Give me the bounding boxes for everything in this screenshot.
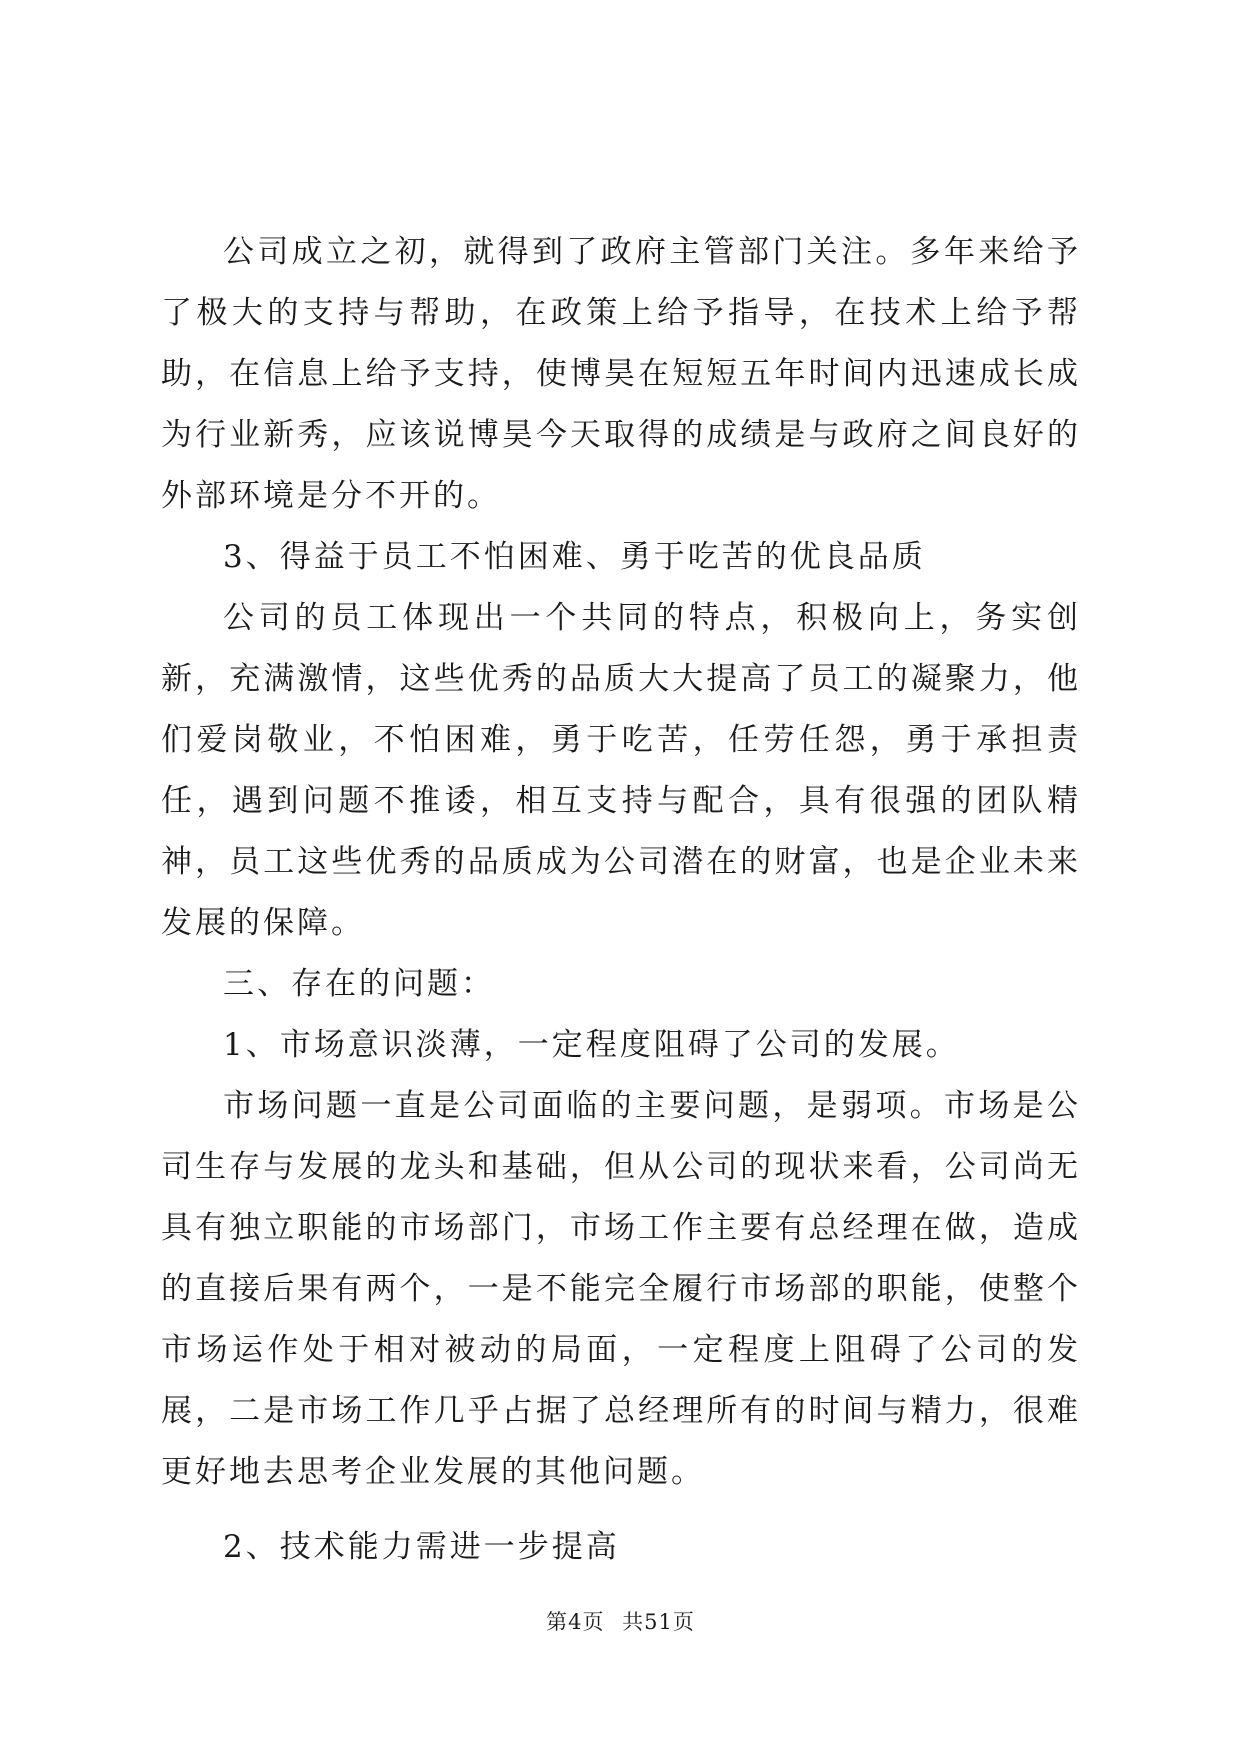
page-number: 第4页	[546, 1610, 605, 1634]
subheading-market-awareness: 1、市场意识淡薄，一定程度阻碍了公司的发展。	[223, 1027, 960, 1063]
subheading-technical-ability: 2、技术能力需进一步提高	[223, 1529, 620, 1565]
document-body	[161, 222, 1081, 1578]
section-heading-problems: 三、存在的问题：	[223, 966, 495, 1002]
page-footer	[0, 1606, 1241, 1636]
paragraph-market-problem: 市场问题一直是公司面临的主要问题，是弱项。市场是公司生存与发展的龙头和基础，但从公司的现状来看，公司尚无具有独立职能的市场部门，市场工作主要有总经理在做，造成的直接后果有两个，一是不能完全履行市场部的职能，使整个市场运作处于相对被动的局面，一定程度上阻碍了公司的发展，二是市场工作几乎占据了总经理所有的时间与精力，很难更好地去思考企业发展的其他问题。	[161, 1088, 1081, 1490]
section-heading-employee-quality: 3、得益于员工不怕困难、勇于吃苦的优良品质	[223, 539, 926, 575]
paragraph-employee-quality: 公司的员工体现出一个共同的特点，积极向上，务实创新，充满激情，这些优秀的品质大大提高了员工的凝聚力，他们爱岗敬业，不怕困难，勇于吃苦，任劳任怨，勇于承担责任，遇到问题不推诿，相互支持与配合，具有很强的团队精神，员工这些优秀的品质成为公司潜在的财富，也是企业未来发展的保障。	[161, 600, 1081, 941]
paragraph-government-support: 公司成立之初，就得到了政府主管部门关注。多年来给予了极大的支持与帮助，在政策上给予指导，在技术上给予帮助，在信息上给予支持，使博昊在短短五年时间内迅速成长成为行业新秀，应该说博昊今天取得的成绩是与政府之间良好的外部环境是分不开的。	[161, 234, 1081, 514]
total-pages: 共51页	[622, 1610, 695, 1634]
paragraph-spacer	[161, 1503, 1081, 1517]
